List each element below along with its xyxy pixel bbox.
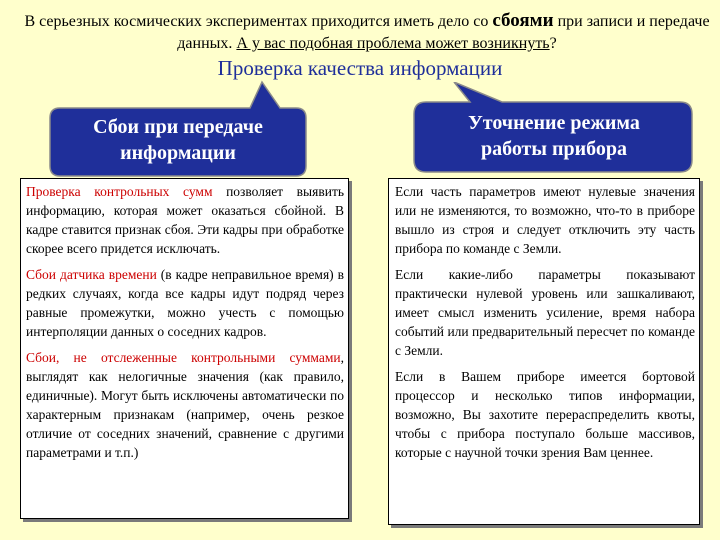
callout-transmission-failures (44, 80, 312, 180)
section-title: Проверка качества информации (217, 56, 503, 80)
intro-end: ? (549, 35, 557, 52)
left-p2-highlight: Сбои датчика времени (26, 267, 157, 282)
left-p1-text: позволяет выявить информацию, которая может оказаться сбойной. В кадре ставится признак сбоя. Эти кадры при обработке скорее всего придется исключать. (26, 184, 344, 256)
left-paragraph-2 (26, 265, 344, 341)
left-p1-highlight: Проверка контрольных сумм (26, 184, 213, 199)
left-paragraph-1 (26, 182, 344, 258)
left-p2-text: (в кадре неправильное время) в редких случаях, когда все кадры идут подряд через равные промежутки, можно учесть с помощью интерполяции данных о соседних кадров. (26, 267, 344, 339)
intro-text (22, 10, 712, 55)
callout-left-line2: информации (120, 142, 236, 164)
left-p3-highlight: Сбои, не отслеженные контрольными суммами (26, 350, 341, 365)
callout-left-line1: Сбои при передаче (93, 116, 263, 138)
left-p3-text: , выглядят как нелогичные значения (как правило, единичные). Могут быть исключены автоматически по характерным признакам (например, очень резкое отличие от соседних значений, сравнение с другими параметрами и т.п.) (26, 350, 344, 460)
left-text-box (20, 178, 349, 519)
left-paragraph-3 (26, 348, 344, 462)
callout-device-mode (408, 82, 700, 178)
callout-right-line2: работы прибора (480, 138, 628, 160)
right-paragraph-1: Если часть параметров имеют нулевые значения или не изменяются, то возможно, что-то в приборе вышло из строя и следует отключить эту часть прибора по команде с Земли. (395, 184, 695, 256)
callout-right-line1: Уточнение режима (468, 112, 640, 134)
right-text-box (388, 178, 700, 525)
right-paragraph-3: Если в Вашем приборе имеется бортовой процессор и несколько типов информации, возможно, Вы захотите перераспределить квоты, чтобы с прибора поступало больше массивов, которые с научной точки зрения Вам ценнее. (395, 369, 695, 460)
intro-bold-word: сбоями (492, 10, 554, 31)
right-paragraph-2: Если какие-либо параметры показывают практически нулевой уровень или зашкаливают, имеет смысл изменить усиление, время набора событий или предварительный пересчет по команде с Земли. (395, 267, 695, 358)
intro-part1: В серьезных космических экспериментах приходится иметь дело со (24, 13, 493, 30)
intro-underlined: А у вас подобная проблема может возникнуть (236, 35, 550, 52)
intro-part2: при записи и передаче данных. (177, 13, 710, 52)
